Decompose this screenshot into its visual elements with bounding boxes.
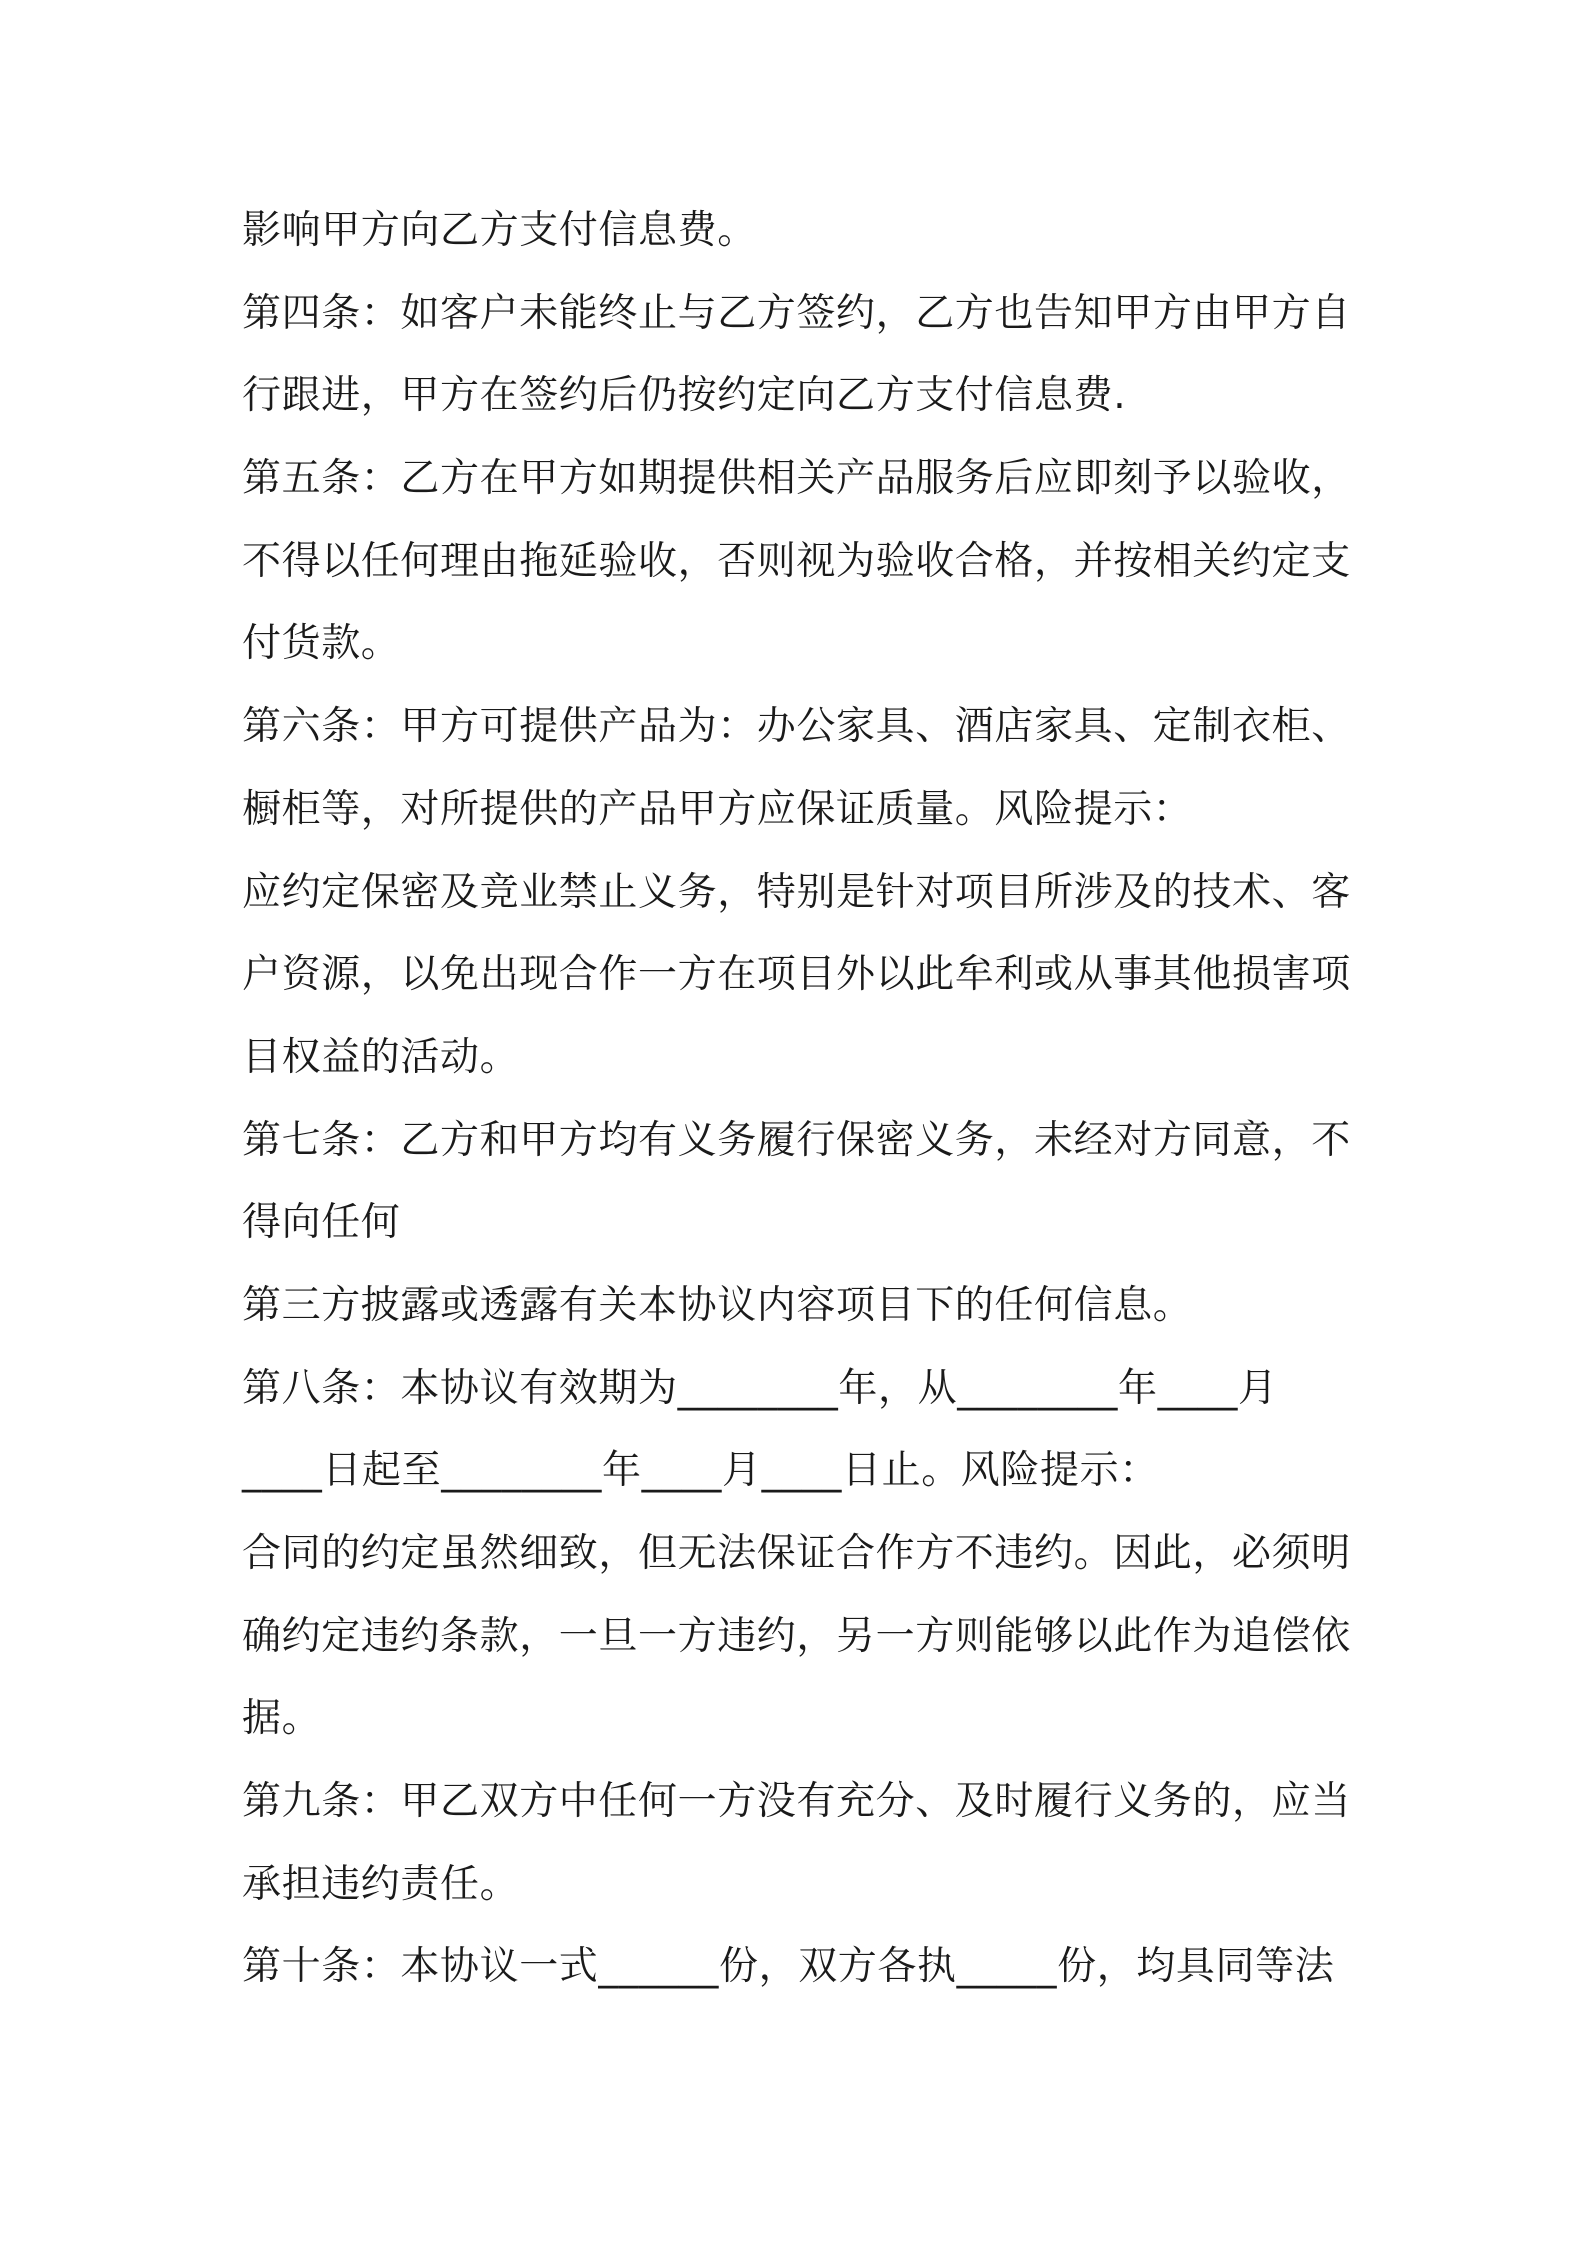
clause-5-line-3: 付货款。 [242,621,401,667]
clause-6-line-2: 橱柜等，对所提供的产品甲方应保证质量。风险提示： [242,786,1193,832]
clause-5-line-2: 不得以任何理由拖延验收，否则视为验收合格，并按相关约定支 [242,538,1351,584]
contract-text [242,190,1362,2009]
risk-note-2-line-1: 合同的约定虽然细致，但无法保证合作方不违约。因此，必须明 [242,1531,1351,1576]
clause-9-line-2: 承担违约责任。 [242,1861,520,1907]
clause-6-line-1: 第六条：甲方可提供产品为：办公家具、酒店家具、定制衣柜、 [242,704,1351,750]
risk-note-line-3: 目权益的活动。 [242,1034,520,1080]
risk-note-line-1: 应约定保密及竞业禁止义务，特别是针对项目所涉及的技术、客 [242,869,1351,915]
clause-7-line-3: 第三方披露或透露有关本协议内容项目下的任何信息。 [242,1282,1193,1328]
clause-7-line-2: 得向任何 [242,1200,401,1246]
clause-4-line-1: 第四条：如客户未能终止与乙方签约，乙方也告知甲方由甲方自 [242,290,1351,336]
risk-note-line-2: 户资源，以免出现合作一方在项目外以此牟利或从事其他损害项 [242,952,1351,998]
clause-7-line-1: 第七条：乙方和甲方均有义务履行保密义务，未经对方同意，不 [242,1117,1351,1163]
clause-5-line-1: 第五条：乙方在甲方如期提供相关产品服务后应即刻予以验收， [242,456,1351,502]
clause-4-line-2: 行跟进，甲方在签约后仍按约定向乙方支付信息费. [242,373,1127,419]
clause-8-line-2: ____日起至________年____月____日止。风险提示： [242,1448,1159,1494]
text-line: 影响甲方向乙方支付信息费。 [242,208,757,253]
risk-note-2-line-2: 确约定违约条款，一旦一方违约，另一方则能够以此作为追偿依 [242,1613,1351,1659]
clause-8-line-1: 第八条：本协议有效期为________年，从________年____月 [242,1365,1278,1411]
clause-9-line-1: 第九条：甲乙双方中任何一方没有充分、及时履行义务的，应当 [242,1779,1351,1825]
risk-note-2-line-3: 据。 [242,1696,322,1742]
clause-10-line-1: 第十条：本协议一式______份，双方各执_____份，均具同等法 [242,1944,1335,1990]
